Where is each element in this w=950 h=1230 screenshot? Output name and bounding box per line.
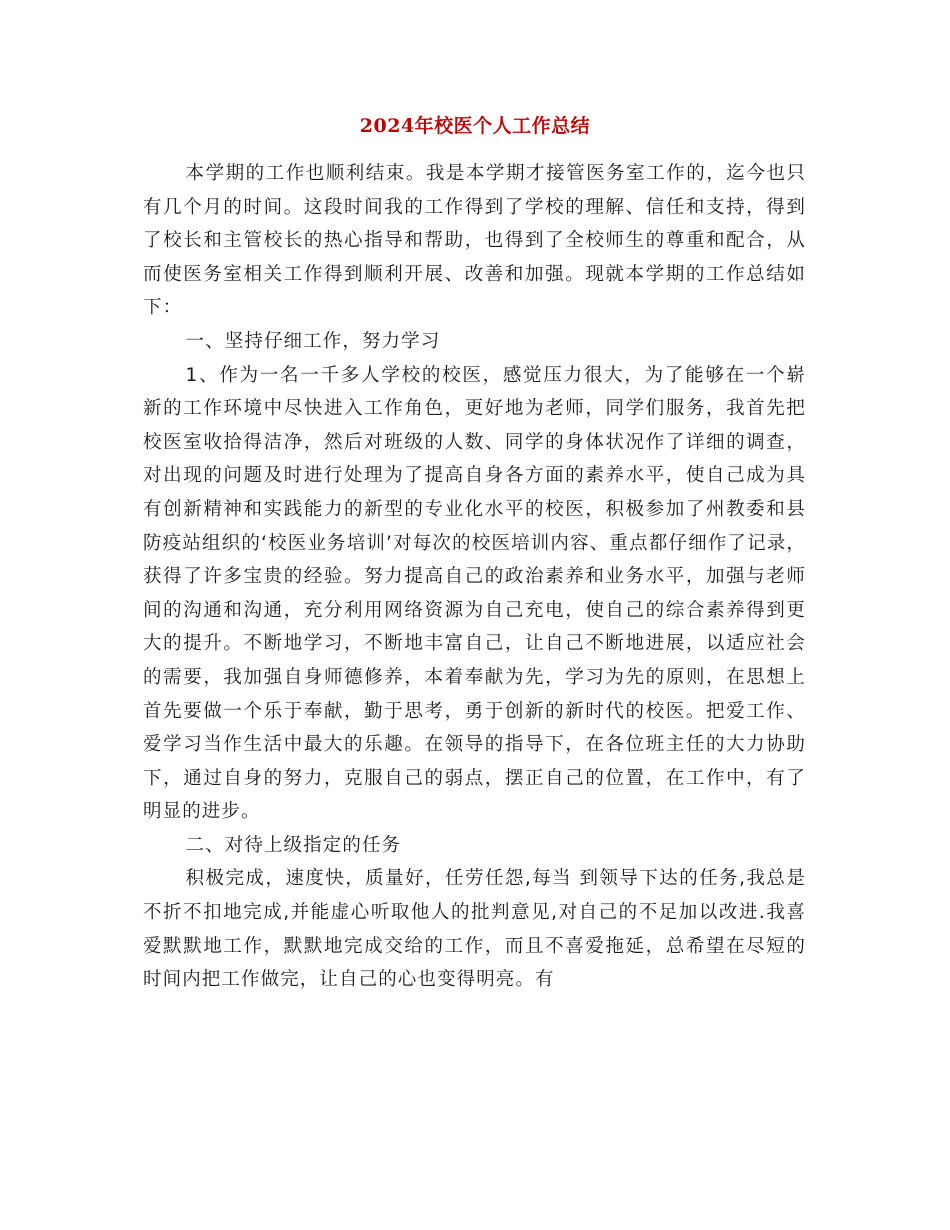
section-1-paragraph: 1、作为一名一千多人学校的校医，感觉压力很大，为了能够在一个崭新的工作环境中尽快进入工作角色，更好地为老师，同学们服务，我首先把校医室收拾得洁净，然后对班级的人数、同学的身体状况作了详细的调查，对出现的问题及时进行处理为了提高自身各方面的素养水平，使自己成为具有创新精神和实践能力的新型的专业化水平的校医，积极参加了州教委和县防疫站组织的‘校医业务培训’对每次的校医培训内容、重点都仔细作了记录，获得了许多宝贵的经验。努力提高自己的政治素养和业务水平，加强与老师间的沟通和沟通，充分利用网络资源为自己充电，使自己的综合素养得到更大的提升。不断地学习，不断地丰富自己，让自己不断地进展，以适应社会的需要，我加强自身师德修养，本着奉献为先，学习为先的原则，在思想上首先要做一个乐于奉献，勤于思考，勇于创新的新时代的校医。把爱工作、爱学习当作生活中最大的乐趣。在领导的指导下，在各位班主任的大力协助下，通过自身的努力，克服自己的弱点，摆正自己的位置，在工作中，有了明显的进步。 [143,364,806,823]
section-heading-2: 二、对待上级指定的任务 [185,834,402,856]
document-title: 2024年校医个人工作总结 [359,115,591,137]
section-2-paragraph: 积极完成，速度快，质量好，任劳任怨,每当 到领导下达的任务,我总是不折不扣地完成,并能虚心听取他人的批判意见,对自己的不足加以改进.我喜爱默默地工作，默默地完成交给的工作，而且不喜爱拖延，总希望在尽短的时间内把工作做完，让自己的心也变得明亮。有 [143,868,806,991]
section-heading-1: 一、坚持仔细工作，努力学习 [185,330,441,352]
intro-paragraph: 本学期的工作也顺利结束。我是本学期才接管医务室工作的，迄今也只有几个月的时间。这段时间我的工作得到了学校的理解、信任和支持，得到了校长和主管校长的热心指导和帮助，也得到了全校师生的尊重和配合，从而使医务室相关工作得到顺利开展、改善和加强。现就本学期的工作总结如下： [143,163,806,319]
document-body [143,157,806,997]
